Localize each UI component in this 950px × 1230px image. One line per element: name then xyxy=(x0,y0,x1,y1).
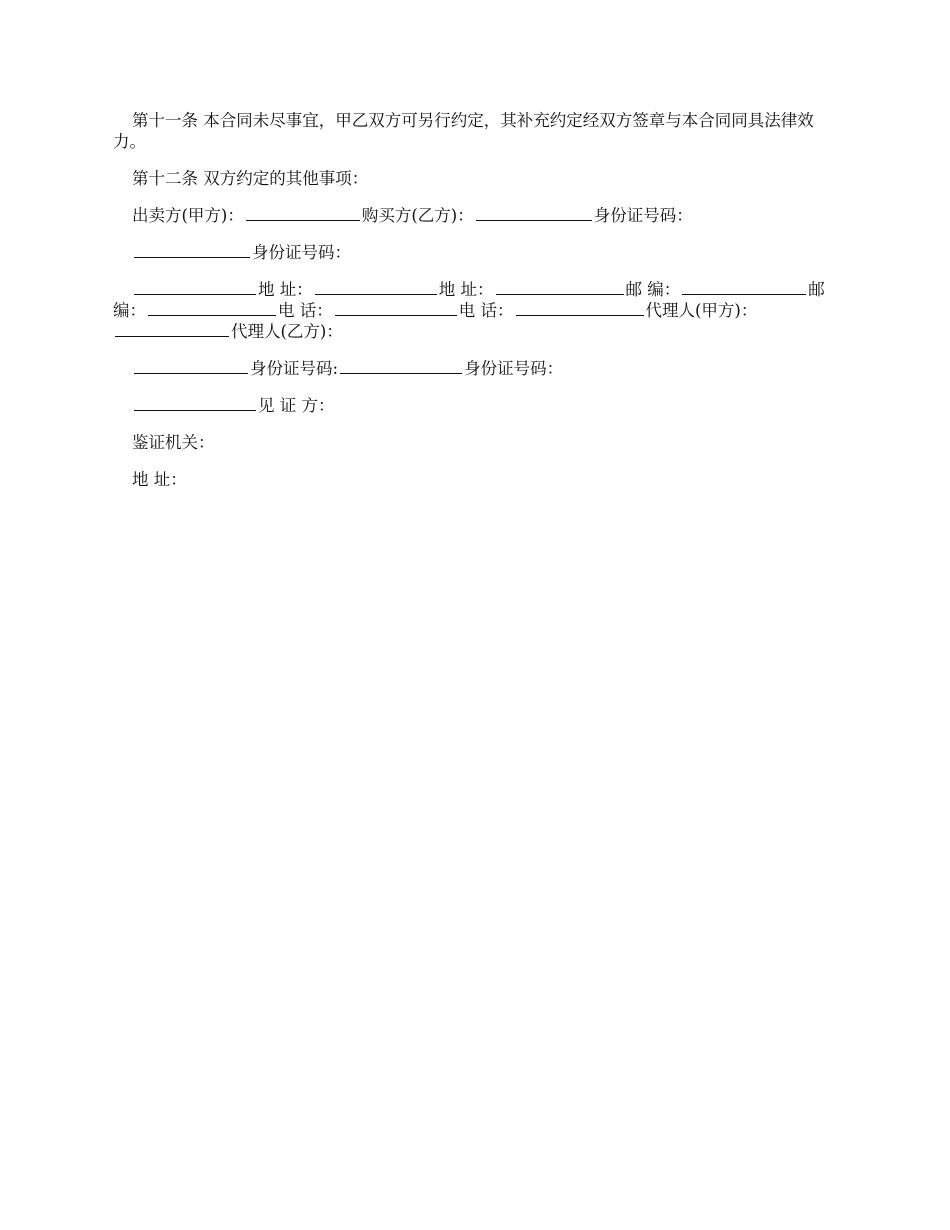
contact-block xyxy=(113,279,838,342)
buyer-blank[interactable] xyxy=(476,205,592,221)
seller-label: 出卖方(甲方)： xyxy=(132,206,244,225)
contract-body xyxy=(113,110,838,506)
agent-b-blank[interactable] xyxy=(134,358,248,374)
id-line xyxy=(113,242,838,263)
witness-line xyxy=(113,395,838,416)
agent-a-id-blank[interactable] xyxy=(340,358,462,374)
buyer-id-blank[interactable] xyxy=(134,279,256,295)
witness-label: 见 证 方： xyxy=(258,396,335,415)
phone-label-1: 电 话： xyxy=(278,301,333,320)
buyer-postcode-blank[interactable] xyxy=(148,300,276,316)
parties-line xyxy=(113,205,838,226)
agent-a-label: 代理人(甲方)： xyxy=(645,301,758,320)
authority-line xyxy=(113,432,838,453)
clause-12 xyxy=(113,168,838,189)
authority-address-line xyxy=(113,469,838,490)
id-label-2: 身份证号码： xyxy=(252,243,351,262)
id-label-3: 身份证号码: xyxy=(250,359,339,378)
seller-address-blank[interactable] xyxy=(315,279,437,295)
authority-address-label: 地 址： xyxy=(132,470,187,489)
buyer-phone-blank[interactable] xyxy=(516,300,644,316)
seller-phone-blank[interactable] xyxy=(335,300,457,316)
seller-postcode-blank[interactable] xyxy=(682,279,806,295)
agent-id-line xyxy=(113,358,838,379)
agent-b-id-blank[interactable] xyxy=(134,395,256,411)
id-label-1: 身份证号码： xyxy=(593,206,693,225)
id-label-4: 身份证号码： xyxy=(464,359,564,378)
phone-label-2: 电 话： xyxy=(458,301,514,320)
postcode-label-1: 邮 编： xyxy=(625,280,681,299)
seller-id-blank[interactable] xyxy=(134,242,250,258)
clause-12-text: 第十二条 双方约定的其他事项： xyxy=(132,169,369,188)
seller-blank[interactable] xyxy=(246,205,360,221)
postcode-label-2: 邮 编： xyxy=(113,280,825,320)
address-label-1: 地 址： xyxy=(258,280,313,299)
agent-b-label: 代理人(乙方)： xyxy=(231,322,343,341)
address-label-2: 地 址： xyxy=(438,280,494,299)
authority-label: 鉴证机关： xyxy=(132,433,215,452)
clause-11 xyxy=(113,110,838,152)
agent-a-blank[interactable] xyxy=(115,321,229,337)
buyer-address-blank[interactable] xyxy=(496,279,624,295)
clause-11-text: 第十一条 本合同未尽事宜，甲乙双方可另行约定，其补充约定经双方签章与本合同同具法律效力。 xyxy=(113,111,814,151)
buyer-label: 购买方(乙方)： xyxy=(361,206,474,225)
